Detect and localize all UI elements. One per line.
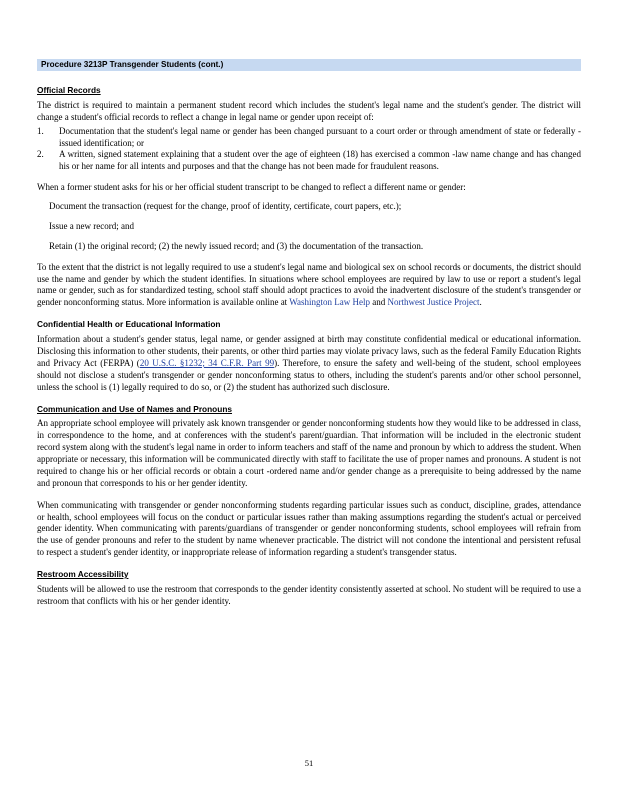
confidential-text-a: Information about a student's gender status, legal name, or gender assigned at birth may constitute confidential medical or educational information. Disclosing this information to other students, their parents, or other third parties may violate privacy laws, such as the federal Family Education Rights and Privacy Act (FERPA) ( [37,334,581,368]
bullet-item [37,221,581,233]
list-item [37,126,581,150]
list-item-text: Documentation that the student's legal name or gender has been changed pursuant to a court order or through amendment of state or federally -issued identification; or [59,125,581,148]
confidential-info-paragraph [37,334,581,393]
washington-law-help-link[interactable]: Washington Law Help [289,297,371,308]
bullet-text: Retain (1) the original record; (2) the newly issued record; and (3) the documentation of the transaction. [49,240,424,251]
bullet-text: Document the transaction (request for the change, proof of identity, certificate, court papers, etc.); [49,201,402,212]
and-text: and [372,297,386,308]
procedure-title: Procedure 3213P Transgender Students (cont.) [41,60,224,69]
period-text: . [479,297,482,308]
records-extent-text: To the extent that the district is not legally required to use a student's legal name and biological sex on school records or documents, the district should use the name and gender by which the student identifies. In situations where school employees are required by law to use or report a student's legal name or gender, such as for standardized testing, school staff should adopt practices to avoid the inadvertent disclosure of the student's transgender or gender nonconforming status. More information is available online at [37,261,581,308]
communication-heading: Communication and Use of Names and Pronouns [37,403,233,414]
list-item-number: 1. [37,125,44,136]
former-student-intro: When a former student asks for his or her official student transcript to be changed to reflect a different name or gender: [37,182,466,193]
document-page [37,59,581,608]
confidential-text-b: ). Therefore, to ensure the safety and well-being of the student, school employees should not disclose a student's transgender or gender nonconforming status to others, including the student's parents and/or other school personnel, unless the school is (1) legally required to do so, or (2) the student has authorized such disclosure. [37,357,581,392]
communication-paragraph-2: When communicating with transgender or gender nonconforming students regarding particular issues such as conduct, discipline, grades, attendance or health, school employees will focus on the conduct or particular issues rather than making assumptions regarding the student's actual or perceived gender identity. When communicating with parents/guardians of transgender or gender nonconforming students, school employees will refrain from the use of gender pronouns and refer to the student by name whenever practicable. The district will not condone the intentional and persistent refusal to respect a student's gender identity, or inappropriate release of information regarding a student's transgender status. [37,499,581,558]
list-item-text: A written, signed statement explaining that a student over the age of eighteen (18) has exercised a common -law name change and has changed his or her name for all intents and purposes and that the change has not been made for fraudulent reasons. [59,149,581,172]
restroom-paragraph: Students will be allowed to use the restroom that corresponds to the gender identity consistently asserted at school. No student will be required to use a restroom that conflicts with his or her gender identity. [37,584,581,606]
records-extent-paragraph [37,262,581,310]
bullet-text: Issue a new record; and [49,220,134,231]
northwest-justice-project-link[interactable]: Northwest Justice Project [387,297,480,308]
restroom-accessibility-heading: Restroom Accessibility [37,569,129,580]
bullet-symbol [37,221,49,233]
procedure-header-bar [37,59,581,71]
official-records-heading: Official Records [37,85,101,95]
communication-paragraph-1: An appropriate school employee will privately ask known transgender or gender nonconforming students how they would like to be addressed in class, in correspondence to the home, and at conferences with the student's parent/guardian. That information will be included in the electronic student record system along with the student's legal name in order to inform teachers and staff of the name and pronoun by which to address the student. When appropriate or necessary, this information will be communicated directly with staff to facilitate the use of proper names and pronouns. A student is not required to change his or her official records or obtain a court -ordered name and/or gender change as a prerequisite to being addressed by the name and pronoun that corresponds to his or her gender identity. [37,418,581,488]
official-records-intro: The district is required to maintain a permanent student record which includes the student's legal name and the student's gender. The district will change a student's official records to reflect a change in legal name or gender upon receipt of: [37,99,581,122]
bullet-symbol [37,201,49,213]
list-item [37,149,581,173]
bullet-item [37,241,581,253]
ferpa-citation-link[interactable]: 20 U.S.C. §1232; 34 C.F.R. Part 99 [139,357,275,368]
list-item-number: 2. [37,149,44,160]
bullet-item [37,201,581,213]
bullet-symbol [37,241,49,253]
confidential-info-heading: Confidential Health or Educational Information [37,319,221,330]
records-change-list [37,126,581,174]
page-number: 51 [304,758,314,768]
